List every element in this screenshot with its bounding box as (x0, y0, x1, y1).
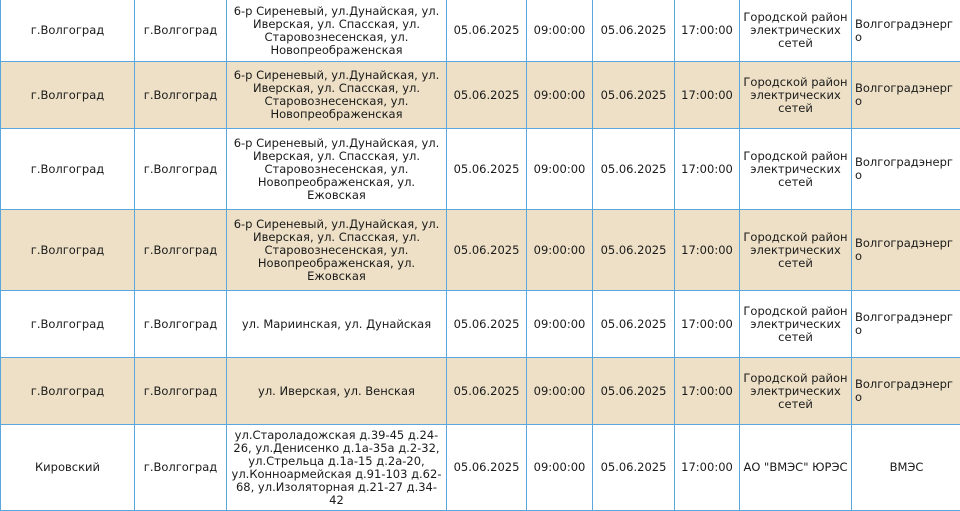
district-cell: г.Волгоград (1, 0, 135, 62)
branch-cell: Городской район электрических сетей (740, 62, 852, 129)
streets-cell: ул. Иверская, ул. Венская (227, 358, 447, 425)
district-cell: г.Волгоград (1, 129, 135, 210)
start-date-cell: 05.06.2025 (447, 425, 527, 511)
start-date-cell: 05.06.2025 (447, 210, 527, 291)
locality-cell: г.Волгоград (135, 0, 227, 62)
end-time-cell: 17:00:00 (675, 210, 740, 291)
table-row (1, 425, 960, 511)
table-row (1, 0, 960, 62)
start-time-cell: 09:00:00 (527, 425, 593, 511)
start-time-cell: 09:00:00 (527, 62, 593, 129)
district-cell: г.Волгоград (1, 62, 135, 129)
company-cell: Волгоградэнерго (852, 291, 960, 358)
end-time-cell: 17:00:00 (675, 358, 740, 425)
branch-cell: Городской район электрических сетей (740, 129, 852, 210)
district-cell: г.Волгоград (1, 291, 135, 358)
end-date-cell: 05.06.2025 (593, 62, 675, 129)
start-time-cell: 09:00:00 (527, 0, 593, 62)
outage-table-body (1, 0, 960, 511)
end-date-cell: 05.06.2025 (593, 0, 675, 62)
locality-cell: г.Волгоград (135, 62, 227, 129)
table-row (1, 210, 960, 291)
start-date-cell: 05.06.2025 (447, 129, 527, 210)
end-time-cell: 17:00:00 (675, 62, 740, 129)
company-cell: Волгоградэнерго (852, 210, 960, 291)
district-cell: г.Волгоград (1, 210, 135, 291)
district-cell: г.Волгоград (1, 358, 135, 425)
locality-cell: г.Волгоград (135, 358, 227, 425)
start-date-cell: 05.06.2025 (447, 0, 527, 62)
streets-cell: 6-р Сиреневый, ул.Дунайская, ул. Иверская, ул. Спасская, ул. Старовознесенская, ул. Новопреображенская, ул. Ежовская (227, 210, 447, 291)
end-date-cell: 05.06.2025 (593, 210, 675, 291)
end-time-cell: 17:00:00 (675, 291, 740, 358)
end-time-cell: 17:00:00 (675, 425, 740, 511)
branch-cell: Городской район электрических сетей (740, 210, 852, 291)
district-cell: Кировский (1, 425, 135, 511)
table-row (1, 291, 960, 358)
streets-cell: ул.Староладожская д.39-45 д.24-26, ул.Денисенко д.1а-35а д.2-32, ул.Стрельца д.1а-15 д.2а-20, ул.Конноармейская д.91-103 д.62-68, ул.Изоляторная д.21-27 д.34-42 (227, 425, 447, 511)
start-time-cell: 09:00:00 (527, 291, 593, 358)
branch-cell: Городской район электрических сетей (740, 358, 852, 425)
table-row (1, 358, 960, 425)
company-cell: Волгоградэнерго (852, 358, 960, 425)
start-time-cell: 09:00:00 (527, 358, 593, 425)
streets-cell: 6-р Сиреневый, ул.Дунайская, ул. Иверская, ул. Спасская, ул. Старовознесенская, ул. Новопреображенская (227, 0, 447, 62)
branch-cell: АО "ВМЭС" ЮРЭС (740, 425, 852, 511)
locality-cell: г.Волгоград (135, 291, 227, 358)
start-date-cell: 05.06.2025 (447, 291, 527, 358)
end-date-cell: 05.06.2025 (593, 358, 675, 425)
start-date-cell: 05.06.2025 (447, 358, 527, 425)
start-time-cell: 09:00:00 (527, 210, 593, 291)
locality-cell: г.Волгоград (135, 425, 227, 511)
start-time-cell: 09:00:00 (527, 129, 593, 210)
end-time-cell: 17:00:00 (675, 129, 740, 210)
company-cell: Волгоградэнерго (852, 129, 960, 210)
end-time-cell: 17:00:00 (675, 0, 740, 62)
company-cell: ВМЭС (852, 425, 960, 511)
table-row (1, 62, 960, 129)
company-cell: Волгоградэнерго (852, 62, 960, 129)
branch-cell: Городской район электрических сетей (740, 0, 852, 62)
end-date-cell: 05.06.2025 (593, 129, 675, 210)
end-date-cell: 05.06.2025 (593, 425, 675, 511)
streets-cell: 6-р Сиреневый, ул.Дунайская, ул. Иверская, ул. Спасская, ул. Старовознесенская, ул. Новопреображенская (227, 62, 447, 129)
branch-cell: Городской район электрических сетей (740, 291, 852, 358)
locality-cell: г.Волгоград (135, 210, 227, 291)
table-row (1, 129, 960, 210)
end-date-cell: 05.06.2025 (593, 291, 675, 358)
streets-cell: ул. Мариинская, ул. Дунайская (227, 291, 447, 358)
company-cell: Волгоградэнерго (852, 0, 960, 62)
locality-cell: г.Волгоград (135, 129, 227, 210)
streets-cell: 6-р Сиреневый, ул.Дунайская, ул. Иверская, ул. Спасская, ул. Старовознесенская, ул. Новопреображенская, ул. Ежовская (227, 129, 447, 210)
start-date-cell: 05.06.2025 (447, 62, 527, 129)
